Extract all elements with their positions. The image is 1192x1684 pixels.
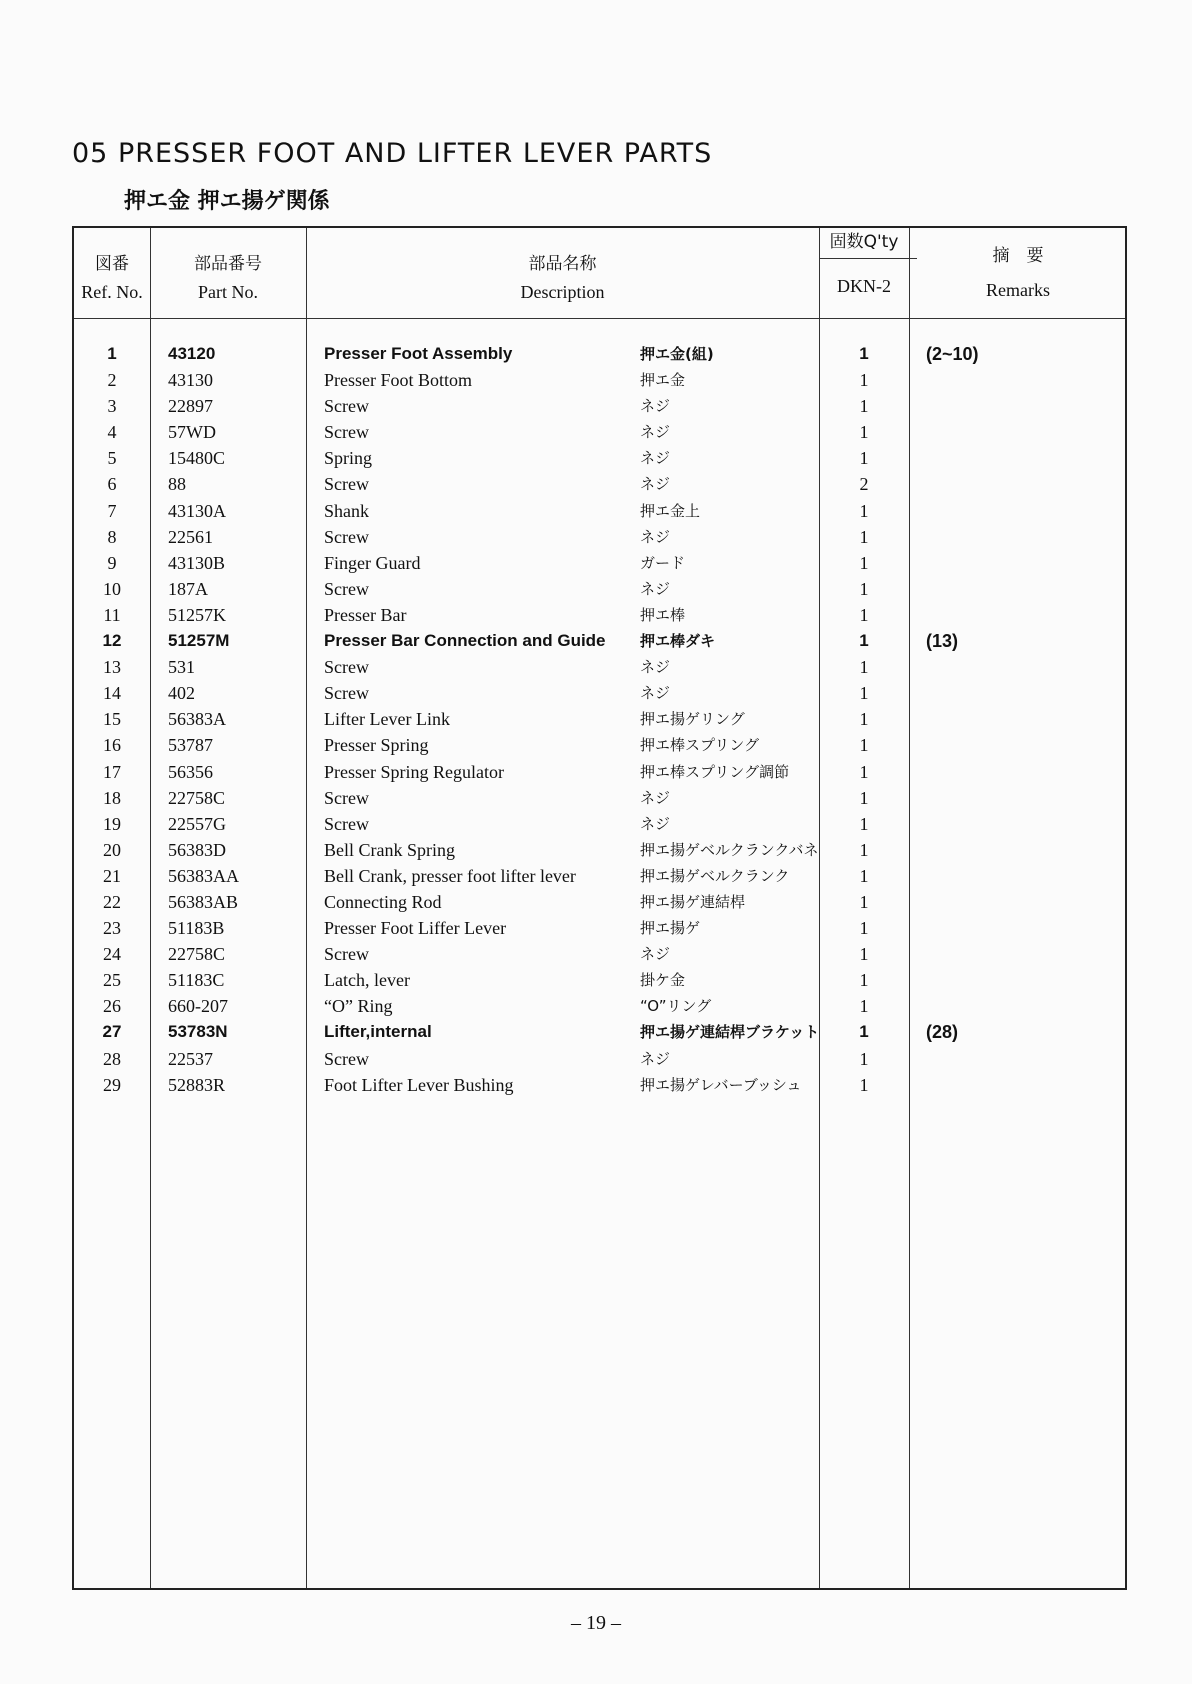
- description-cell: Screw: [324, 683, 369, 704]
- table-row: [74, 627, 1125, 653]
- quantity-cell: 1: [859, 552, 869, 573]
- table-row: [74, 940, 1125, 966]
- description-cell: Connecting Rod: [324, 891, 442, 912]
- description-cell: “O” Ring: [324, 996, 393, 1017]
- japanese-name-cell: 押エ金: [640, 371, 686, 390]
- japanese-name-cell: ネジ: [640, 423, 671, 442]
- table-row: [74, 784, 1125, 810]
- japanese-name-cell: 押エ棒ダキ: [640, 632, 716, 651]
- part-no-cell: 56383AB: [168, 891, 239, 912]
- japanese-name-cell: ネジ: [640, 945, 671, 964]
- description-cell: Screw: [324, 422, 369, 443]
- header-qty-model-label: DKN-2: [837, 276, 891, 296]
- part-no-cell: 22758C: [168, 944, 226, 965]
- table-row: [74, 601, 1125, 627]
- description-cell: Spring: [324, 448, 373, 469]
- part-no-cell: 660-207: [168, 996, 228, 1017]
- table-body: [74, 340, 1125, 1097]
- header-remarks-jp: 摘 要: [992, 246, 1044, 266]
- description-cell: Presser Bar Connection and Guide: [324, 631, 606, 651]
- table-row: [74, 914, 1125, 940]
- part-no-cell: 22758C: [168, 787, 226, 808]
- quantity-cell: 1: [859, 839, 869, 860]
- japanese-name-cell: 掛ケ金: [640, 971, 686, 990]
- ref-no-cell: 25: [103, 970, 121, 991]
- header-remarks: [909, 242, 1127, 304]
- quantity-cell: 1: [859, 657, 869, 678]
- part-no-cell: 51257K: [168, 604, 226, 625]
- part-no-cell: 43130B: [168, 552, 226, 573]
- japanese-name-cell: ネジ: [640, 788, 671, 807]
- japanese-name-cell: 押エ金(組): [640, 345, 714, 363]
- qty-header-divider: [819, 258, 917, 259]
- ref-no-cell: 18: [103, 787, 121, 808]
- japanese-name-cell: ネジ: [640, 397, 671, 416]
- ref-no-cell: 9: [107, 552, 117, 573]
- part-no-cell: 56383A: [168, 709, 226, 730]
- description-cell: Screw: [324, 944, 369, 965]
- part-no-cell: 22537: [168, 1048, 213, 1069]
- quantity-cell: 1: [859, 891, 869, 912]
- japanese-name-cell: 押エ揚ゲ: [640, 919, 701, 938]
- part-no-cell: 402: [168, 683, 195, 704]
- ref-no-cell: 11: [103, 604, 121, 625]
- page-title: 05 PRESSER FOOT AND LIFTER LEVER PARTS: [72, 138, 713, 169]
- ref-no-cell: 22: [103, 891, 121, 912]
- part-no-cell: 51183C: [168, 970, 225, 991]
- part-no-cell: 15480C: [168, 448, 226, 469]
- table-row: [74, 679, 1125, 705]
- japanese-name-cell: 押エ棒: [640, 605, 686, 624]
- description-cell: Latch, lever: [324, 970, 410, 991]
- description-cell: Bell Crank Spring: [324, 839, 455, 860]
- description-cell: Lifter,internal: [324, 1022, 432, 1042]
- header-qty-model: [819, 272, 909, 300]
- remarks-cell: (28): [926, 1022, 959, 1043]
- quantity-cell: 1: [859, 761, 869, 782]
- ref-no-cell: 15: [103, 709, 121, 730]
- description-cell: Finger Guard: [324, 552, 421, 573]
- table-row: [74, 392, 1125, 418]
- table-row: [74, 758, 1125, 784]
- ref-no-cell: 10: [103, 578, 121, 599]
- ref-no-cell: 21: [103, 865, 121, 886]
- ref-no-cell: 2: [107, 370, 117, 391]
- table-row: [74, 340, 1125, 366]
- description-cell: Presser Foot Assembly: [324, 344, 513, 363]
- quantity-cell: 1: [859, 526, 869, 547]
- japanese-name-cell: ネジ: [640, 475, 671, 494]
- description-cell: Screw: [324, 578, 369, 599]
- part-no-cell: 52883R: [168, 1074, 226, 1095]
- ref-no-cell: 12: [102, 631, 122, 651]
- quantity-cell: 1: [859, 578, 869, 599]
- quantity-cell: 1: [859, 709, 869, 730]
- header-remarks-en: Remarks: [986, 280, 1050, 300]
- part-no-cell: 56356: [168, 761, 213, 782]
- table-row: [74, 888, 1125, 914]
- quantity-cell: 1: [859, 1048, 869, 1069]
- header-qty: [819, 228, 909, 256]
- header-desc-en: Description: [520, 282, 605, 302]
- japanese-name-cell: ネジ: [640, 527, 671, 546]
- page-number: – 19 –: [571, 1612, 621, 1634]
- japanese-name-cell: 押エ棒スプリング: [640, 736, 760, 755]
- table-row: [74, 470, 1125, 496]
- part-no-cell: 22561: [168, 526, 213, 547]
- description-cell: Screw: [324, 526, 369, 547]
- table-row: [74, 366, 1125, 392]
- header-divider: [74, 318, 1125, 319]
- table-row: [74, 418, 1125, 444]
- table-row: [74, 1071, 1125, 1097]
- japanese-name-cell: 押エ揚ゲ連結桿: [640, 892, 746, 911]
- quantity-cell: 1: [859, 396, 869, 417]
- japanese-name-cell: ネジ: [640, 449, 671, 468]
- description-cell: Presser Spring Regulator: [324, 761, 504, 782]
- part-no-cell: 56383D: [168, 839, 226, 860]
- header-part: [150, 250, 306, 306]
- description-cell: Screw: [324, 813, 369, 834]
- table-row: [74, 653, 1125, 679]
- description-cell: Bell Crank, presser foot lifter lever: [324, 865, 576, 886]
- part-no-cell: 531: [168, 657, 195, 678]
- table-row: [74, 810, 1125, 836]
- description-cell: Presser Foot Liffer Lever: [324, 918, 507, 939]
- ref-no-cell: 14: [103, 683, 121, 704]
- ref-no-cell: 20: [103, 839, 121, 860]
- header-ref: [74, 250, 150, 306]
- japanese-name-cell: ネジ: [640, 684, 671, 703]
- description-cell: Presser Foot Bottom: [324, 370, 473, 391]
- table-row: [74, 549, 1125, 575]
- japanese-name-cell: 押エ揚ゲ連結桿ブラケット: [640, 1023, 820, 1042]
- header-part-en: Part No.: [198, 282, 258, 302]
- description-cell: Lifter Lever Link: [324, 709, 450, 730]
- ref-no-cell: 3: [107, 396, 117, 417]
- parts-table: [72, 226, 1127, 1590]
- ref-no-cell: 23: [103, 918, 121, 939]
- japanese-name-cell: ネジ: [640, 814, 671, 833]
- part-no-cell: 53787: [168, 735, 213, 756]
- header-desc-jp: 部品名称: [528, 254, 597, 274]
- quantity-cell: 1: [859, 500, 869, 521]
- quantity-cell: 1: [859, 735, 869, 756]
- table-row: [74, 523, 1125, 549]
- part-no-cell: 22557G: [168, 813, 226, 834]
- quantity-cell: 1: [859, 944, 869, 965]
- description-cell: Screw: [324, 787, 369, 808]
- description-cell: Screw: [324, 657, 369, 678]
- quantity-cell: 1: [859, 631, 869, 651]
- japanese-name-cell: 押エ揚ゲリング: [640, 710, 745, 729]
- part-no-cell: 57WD: [168, 422, 216, 443]
- quantity-cell: 2: [859, 474, 869, 495]
- ref-no-cell: 5: [107, 448, 117, 469]
- ref-no-cell: 7: [107, 500, 117, 521]
- ref-no-cell: 8: [107, 526, 117, 547]
- table-row: [74, 966, 1125, 992]
- japanese-name-cell: 押エ揚ゲベルクランク: [640, 866, 790, 885]
- table-row: [74, 705, 1125, 731]
- part-no-cell: 51183B: [168, 918, 225, 939]
- part-no-cell: 187A: [168, 578, 208, 599]
- table-row: [74, 862, 1125, 888]
- ref-no-cell: 19: [103, 813, 121, 834]
- description-cell: Screw: [324, 396, 369, 417]
- description-cell: Presser Spring: [324, 735, 429, 756]
- japanese-name-cell: ネジ: [640, 1049, 671, 1068]
- quantity-cell: 1: [859, 787, 869, 808]
- remarks-cell: (2~10): [926, 344, 979, 364]
- quantity-cell: 1: [859, 996, 869, 1017]
- header-qty-top: 固数Q'ty: [829, 232, 899, 252]
- japanese-name-cell: ネジ: [640, 579, 671, 598]
- quantity-cell: 1: [859, 448, 869, 469]
- description-cell: Screw: [324, 1048, 369, 1069]
- ref-no-cell: 16: [103, 735, 121, 756]
- quantity-cell: 1: [859, 1074, 869, 1095]
- quantity-cell: 1: [859, 370, 869, 391]
- table-row: [74, 497, 1125, 523]
- part-no-cell: 43120: [168, 344, 216, 363]
- part-no-cell: 53783N: [168, 1022, 228, 1042]
- ref-no-cell: 29: [103, 1074, 121, 1095]
- table-row: [74, 1045, 1125, 1071]
- description-cell: Foot Lifter Lever Bushing: [324, 1074, 514, 1095]
- quantity-cell: 1: [859, 422, 869, 443]
- header-part-jp: 部品番号: [194, 254, 262, 274]
- japanese-name-cell: “O”リング: [640, 997, 712, 1016]
- quantity-cell: 1: [859, 344, 869, 363]
- table-row: [74, 444, 1125, 470]
- quantity-cell: 1: [859, 970, 869, 991]
- description-cell: Shank: [324, 500, 369, 521]
- quantity-cell: 1: [859, 1022, 869, 1042]
- header-desc: [306, 250, 819, 306]
- page-subtitle: 押エ金 押エ揚ゲ関係: [124, 189, 330, 214]
- part-no-cell: 56383AA: [168, 865, 239, 886]
- table-row: [74, 836, 1125, 862]
- japanese-name-cell: ガード: [640, 553, 686, 572]
- japanese-name-cell: ネジ: [640, 658, 671, 677]
- quantity-cell: 1: [859, 813, 869, 834]
- ref-no-cell: 28: [103, 1048, 121, 1069]
- ref-no-cell: 26: [103, 996, 121, 1017]
- quantity-cell: 1: [859, 604, 869, 625]
- ref-no-cell: 13: [103, 657, 121, 678]
- ref-no-cell: 1: [107, 344, 117, 363]
- japanese-name-cell: 押エ揚ゲレバーブッシュ: [640, 1075, 802, 1094]
- quantity-cell: 1: [859, 865, 869, 886]
- ref-no-cell: 17: [103, 761, 121, 782]
- description-cell: Presser Bar: [324, 604, 407, 625]
- table-row: [74, 992, 1125, 1018]
- table-row: [74, 575, 1125, 601]
- ref-no-cell: 24: [103, 944, 121, 965]
- remarks-cell: (13): [926, 631, 959, 652]
- part-no-cell: 88: [168, 474, 186, 495]
- part-no-cell: 22897: [168, 396, 213, 417]
- header-ref-en: Ref. No.: [81, 282, 143, 302]
- table-row: [74, 731, 1125, 757]
- table-row: [74, 1018, 1125, 1044]
- part-no-cell: 51257M: [168, 631, 230, 651]
- quantity-cell: 1: [859, 683, 869, 704]
- description-cell: Screw: [324, 474, 369, 495]
- japanese-name-cell: 押エ金上: [640, 501, 701, 520]
- ref-no-cell: 6: [107, 474, 117, 495]
- part-no-cell: 43130: [168, 370, 213, 391]
- japanese-name-cell: 押エ棒スプリング調節: [640, 762, 790, 781]
- japanese-name-cell: 押エ揚ゲベルクランクバネ: [640, 840, 819, 859]
- ref-no-cell: 4: [107, 422, 117, 443]
- quantity-cell: 1: [859, 918, 869, 939]
- part-no-cell: 43130A: [168, 500, 226, 521]
- ref-no-cell: 27: [102, 1022, 122, 1042]
- header-ref-jp: 図番: [95, 254, 129, 274]
